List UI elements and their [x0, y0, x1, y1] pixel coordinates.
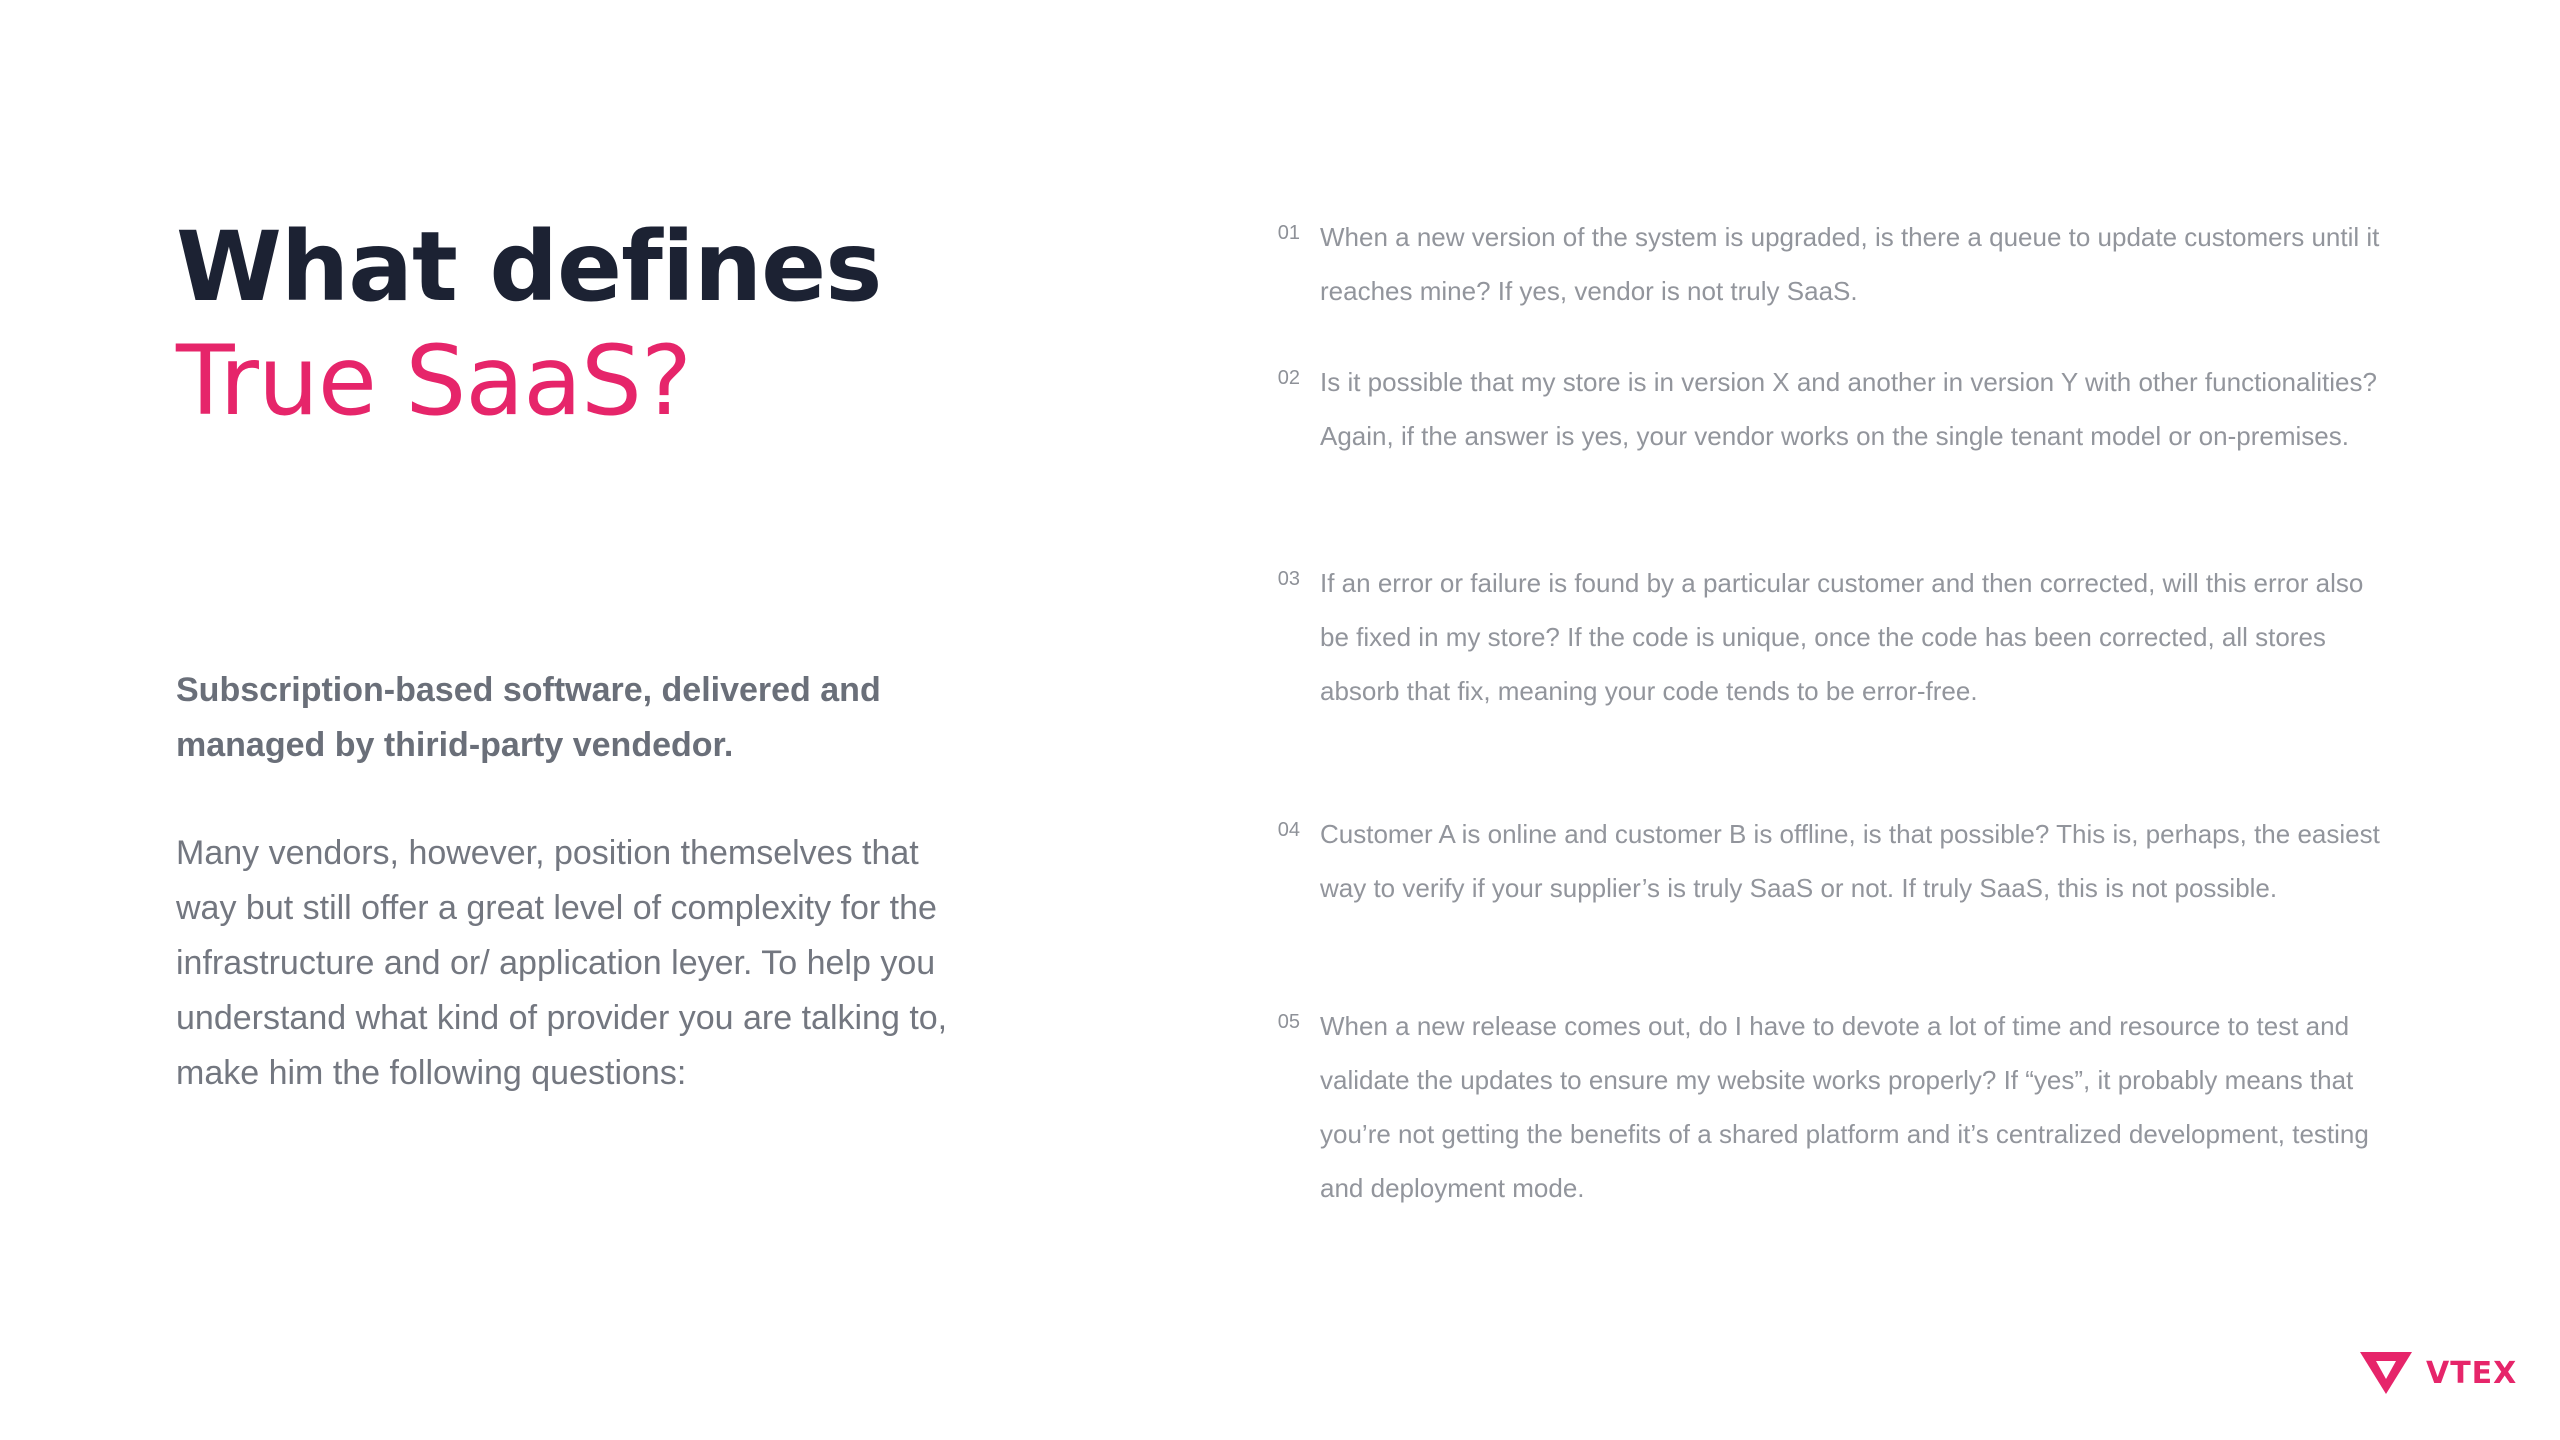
question-number: 05 [1277, 1011, 1300, 1033]
description-paragraph: Many vendors, however, position themselves that way but still offer a great level of complexity for the infrastructure and or/ application leyer. To help you understand what kind of provider you are talking to, make him the following questions: [176, 834, 948, 1092]
vtex-logo [2356, 1348, 2517, 1398]
question-number: 03 [1277, 568, 1300, 590]
title-line-what-defines: What defines [176, 211, 882, 323]
question-text: When a new release comes out, do I have to devote a lot of time and resource to test and validate the updates to ensure my website works properly? If “yes”, it probably means that you’re not getting the benefits of a shared platform and it’s centralized development, testing and deployment mode. [1320, 1011, 2369, 1203]
question-number: 02 [1277, 367, 1300, 389]
question-number: 01 [1277, 222, 1300, 244]
question-text: Is it possible that my store is in version X and another in version Y with other functionalities? Again, if the answer is yes, your vendor works on the single tenant model or on-premises. [1320, 367, 2377, 451]
vtex-logo-text: VTEX [2426, 1355, 2518, 1391]
question-text: If an error or failure is found by a particular customer and then corrected, will this error also be fixed in my store? If the code is unique, once the code has been corrected, all stores absorb that fix, meaning your code tends to be error-free. [1320, 568, 2364, 706]
title-line-true-saas: True SaaS? [176, 325, 691, 437]
question-text: When a new version of the system is upgraded, is there a queue to update customers until it reaches mine? If yes, vendor is not truly SaaS. [1320, 222, 2380, 306]
subtitle: Subscription-based software, delivered and managed by thirid-party vendedor. [176, 671, 881, 764]
slide-title [176, 210, 881, 438]
vtex-logo-icon [2356, 1348, 2416, 1398]
question-text: Customer A is online and customer B is offline, is that possible? This is, perhaps, the easiest way to verify if your supplier’s is truly SaaS or not. If truly SaaS, this is not possible. [1320, 819, 2380, 903]
question-number: 04 [1277, 819, 1300, 841]
